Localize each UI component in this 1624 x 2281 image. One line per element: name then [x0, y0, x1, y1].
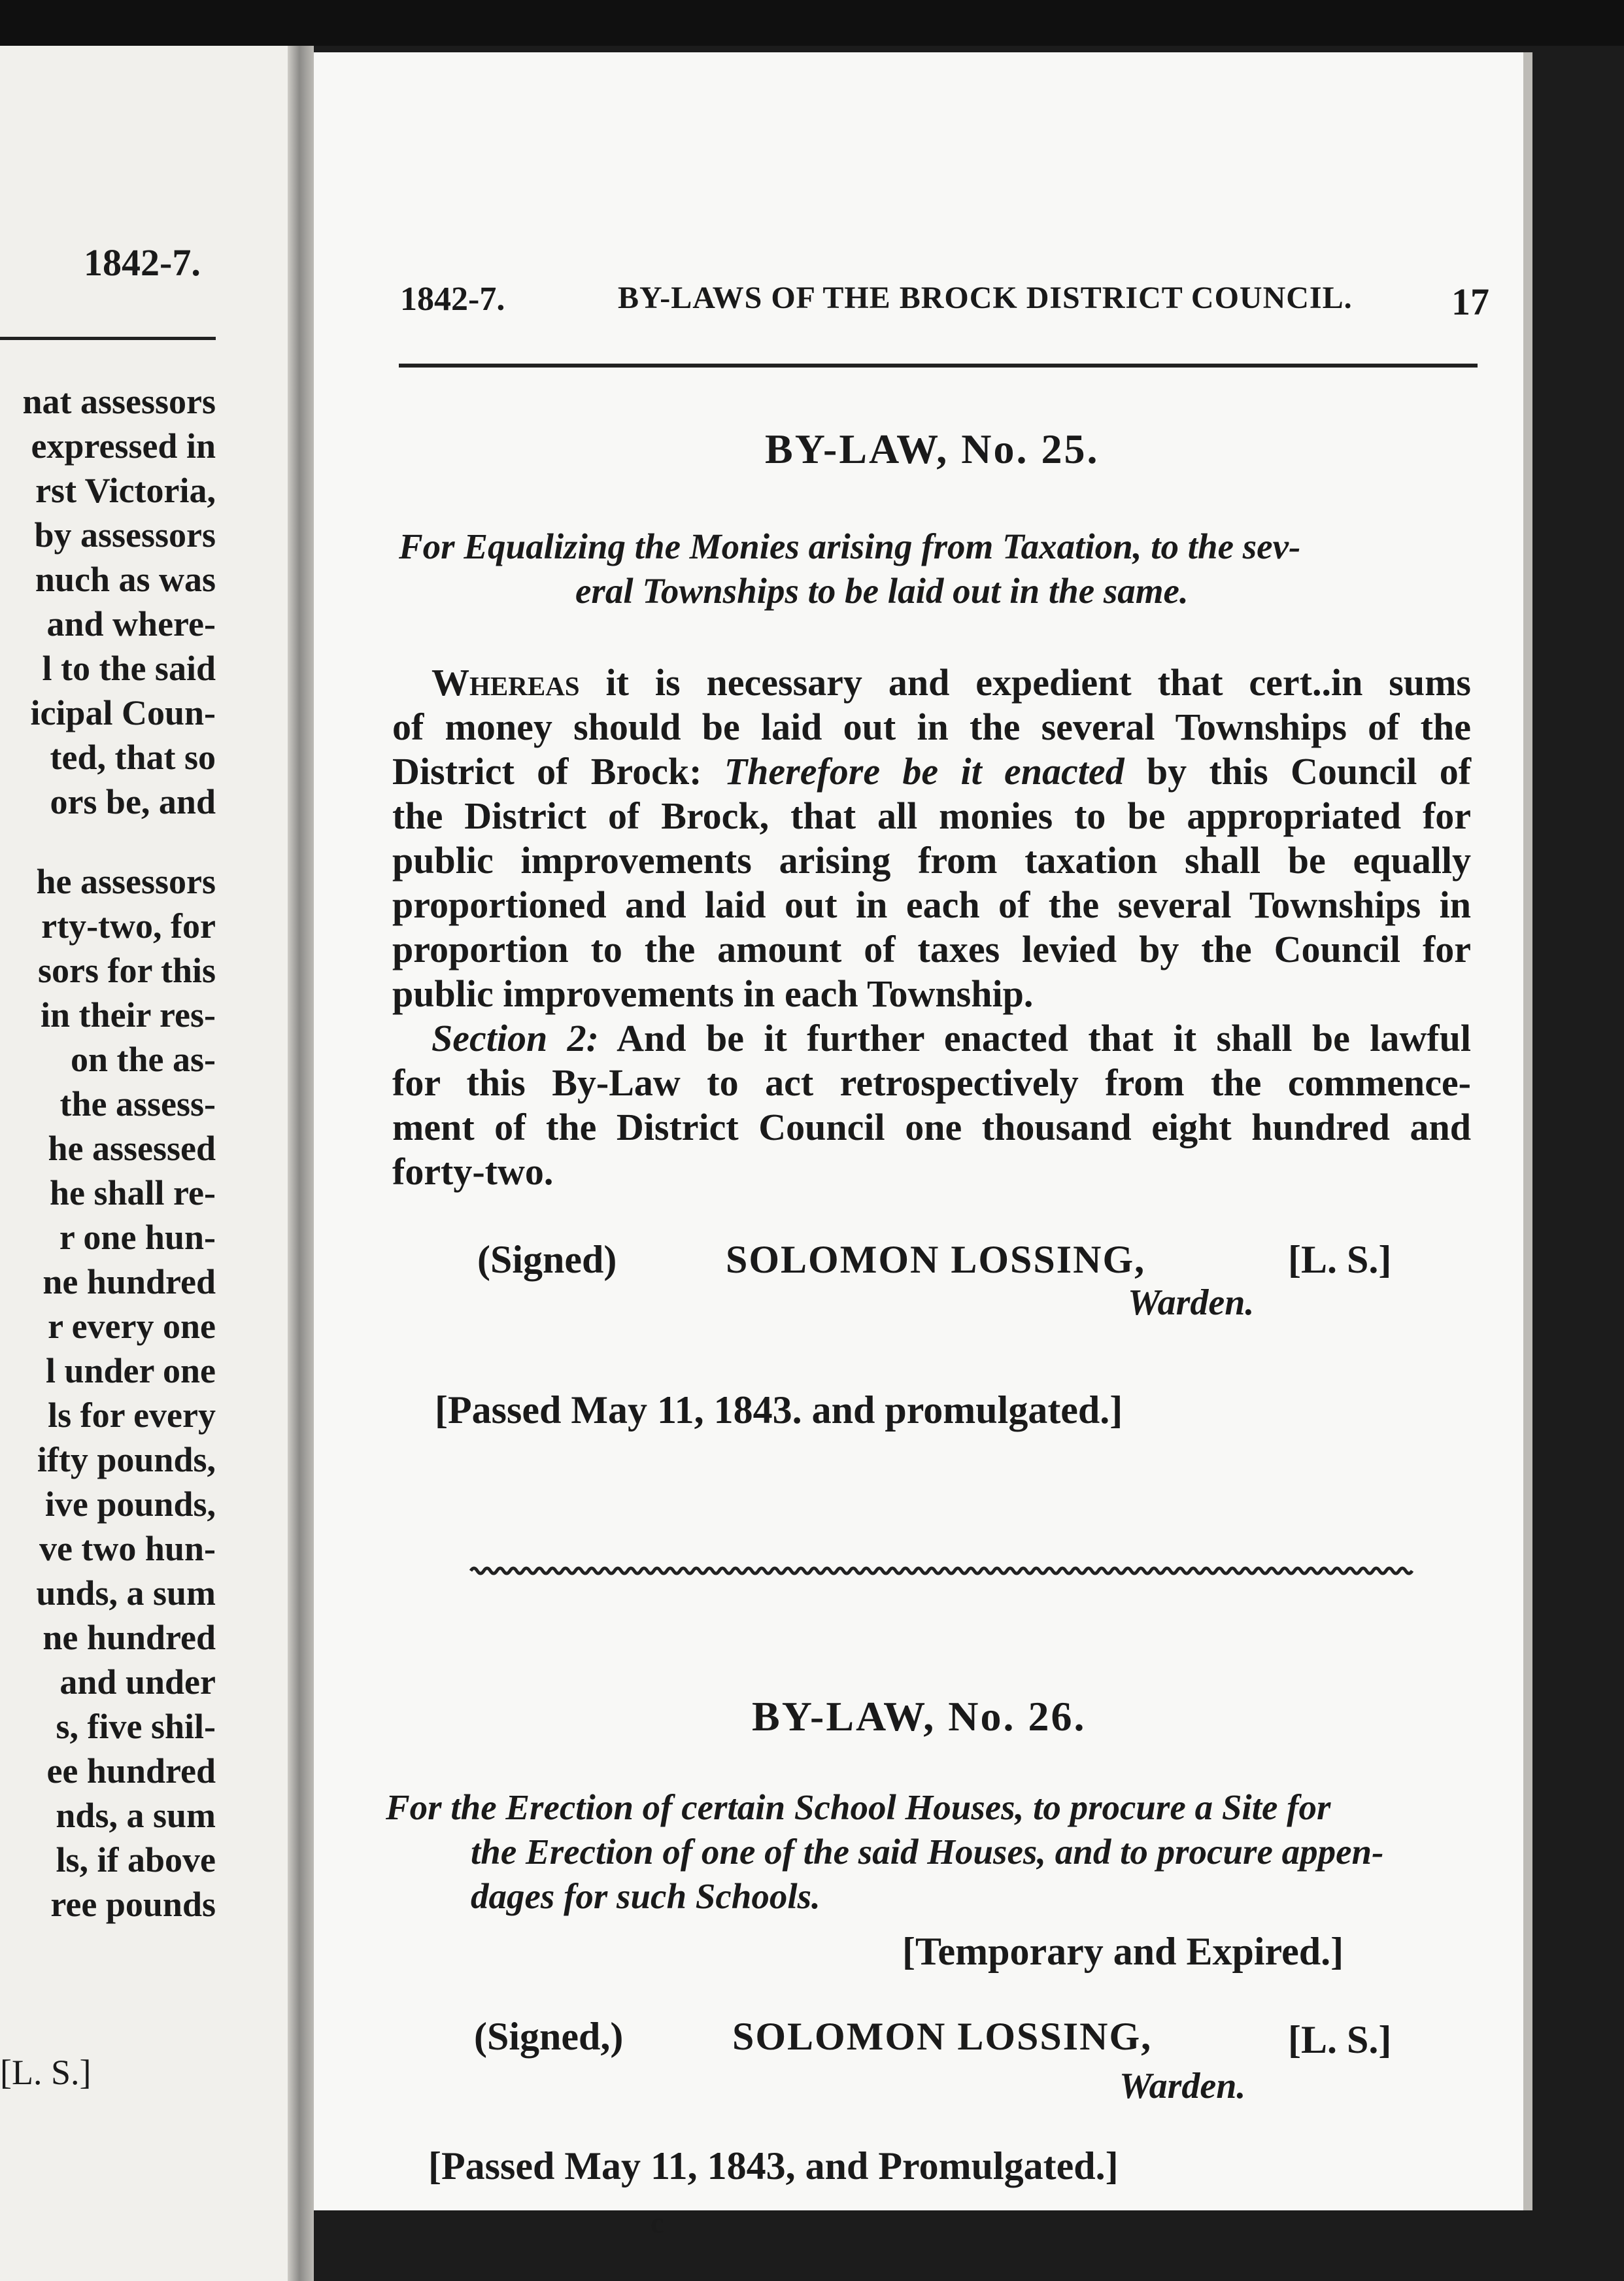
- body-line: ment of the District Council one thousand eight hundred and: [392, 1106, 1471, 1148]
- body-text: it is necessary and expedient that cert..in sums: [579, 661, 1471, 704]
- left-page-header: 1842-7.: [84, 241, 201, 284]
- bylaw-26-signatory: SOLOMON LOSSING,: [732, 2015, 1153, 2058]
- body-line: proportion to the amount of taxes levied by the Council for: [392, 928, 1471, 970]
- bylaw-25-signatory: SOLOMON LOSSING,: [726, 1238, 1146, 1281]
- wavy-section-divider: [471, 1563, 1406, 1579]
- left-page-line: r one hun-: [59, 1218, 216, 1257]
- body-line: [392, 660, 1471, 705]
- body-line: forty-two.: [392, 1150, 554, 1193]
- body-line: of money should be laid out in the several Townships of the: [392, 706, 1471, 748]
- whereas-word: Whereas: [431, 661, 580, 704]
- enacting-clause: Therefore be it enacted: [724, 750, 1125, 793]
- left-page-line: l to the said: [42, 649, 216, 688]
- bylaw-25-seal: [L. S.]: [1288, 1238, 1392, 1281]
- right-page: [314, 52, 1523, 2239]
- left-page-line: and under: [59, 1662, 216, 1702]
- left-header-rule: [0, 337, 216, 340]
- bylaw-26-title: BY-LAW, No. 26.: [752, 1693, 1087, 1740]
- left-page-line: ls, if above: [56, 1840, 216, 1879]
- left-page-line: rty-two, for: [41, 906, 216, 946]
- body-line: [392, 749, 1471, 794]
- header-rule: [399, 364, 1478, 368]
- left-page-seal: [L. S.]: [0, 2053, 92, 2092]
- body-text: And be it further enacted that it shall be lawful: [598, 1017, 1471, 1059]
- bylaw-25-body: [392, 660, 1471, 1194]
- left-page-line: ee hundred: [46, 1751, 216, 1791]
- body-line: for this By-Law to act retrospectively from the commence-: [392, 1061, 1471, 1104]
- film-top-edge: [0, 0, 1624, 46]
- page-edge-shadow: [1523, 52, 1532, 2210]
- left-page-line: ne hundred: [42, 1262, 216, 1301]
- bylaw-26-subtitle-line: For the Erection of certain School Houses, to procure a Site for: [386, 1787, 1331, 1827]
- left-page-line: s, five shil-: [56, 1707, 216, 1746]
- left-page-line: l under one: [45, 1351, 216, 1390]
- bylaw-25-subtitle-line: eral Townships to be laid out in the same.: [575, 571, 1189, 611]
- bylaw-26-subtitle-line: the Erection of one of the said Houses, and to procure appen-: [471, 1832, 1384, 1872]
- paragraph-gap: [0, 824, 216, 859]
- bylaw-25-subtitle-line: For Equalizing the Monies arising from Taxation, to the sev-: [399, 526, 1301, 566]
- body-text: by this Council of: [1124, 750, 1472, 793]
- bylaw-25-title: BY-LAW, No. 25.: [765, 426, 1100, 472]
- running-header-year: 1842-7.: [400, 281, 505, 318]
- bylaw-26-passed-note: [Passed May 11, 1843, and Promulgated.]: [428, 2144, 1119, 2187]
- left-page-line: ive pounds,: [44, 1484, 216, 1524]
- left-page: [0, 46, 288, 2281]
- bylaw-26-signed-label: (Signed,): [474, 2015, 624, 2058]
- page-number: 17: [1451, 281, 1489, 323]
- body-line: public improvements in each Township.: [392, 972, 1034, 1015]
- bylaw-25-role: Warden.: [1128, 1282, 1255, 1323]
- left-page-line: on the as-: [70, 1040, 216, 1079]
- printer-signature-mark: c: [651, 2206, 664, 2239]
- body-line: proportioned and laid out in each of the several Townships in: [392, 883, 1471, 926]
- left-page-line: sors for this: [37, 951, 216, 990]
- bylaw-25-passed-note: [Passed May 11, 1843. and promulgated.]: [435, 1388, 1123, 1432]
- left-page-line: he assessors: [36, 862, 216, 901]
- left-page-line: nuch as was: [35, 560, 216, 599]
- left-page-line: he shall re-: [50, 1173, 216, 1212]
- left-page-line: ve two hun-: [39, 1529, 216, 1568]
- left-page-line: ors be, and: [50, 782, 216, 821]
- body-line: public improvements arising from taxation shall be equally: [392, 839, 1471, 882]
- body-text: District of Brock:: [392, 750, 724, 793]
- left-page-line: ls for every: [48, 1396, 216, 1435]
- left-page-line: unds, a sum: [36, 1573, 216, 1613]
- left-page-line: ree pounds: [50, 1885, 216, 1924]
- book-gutter: [288, 46, 314, 2281]
- left-page-line: by assessors: [34, 515, 216, 555]
- running-header-title: BY-LAWS OF THE BROCK DISTRICT COUNCIL.: [618, 281, 1353, 315]
- body-line: the District of Brock, that all monies to be appropriated for: [392, 795, 1471, 837]
- left-page-line: r every one: [48, 1307, 216, 1346]
- bylaw-26-seal: [L. S.]: [1288, 2018, 1392, 2061]
- left-page-line: the assess-: [59, 1084, 216, 1123]
- left-page-line: in their res-: [41, 995, 216, 1035]
- left-page-line: ted, that so: [50, 738, 216, 777]
- left-page-line: rst Victoria,: [35, 471, 216, 510]
- bylaw-26-role: Warden.: [1119, 2066, 1246, 2106]
- left-page-line: nat assessors: [22, 382, 216, 421]
- left-page-line: expressed in: [31, 426, 216, 466]
- section-label: Section 2:: [431, 1017, 599, 1059]
- left-page-line: and where-: [46, 604, 216, 643]
- left-page-line: ne hundred: [42, 1618, 216, 1657]
- left-page-line: nds, a sum: [56, 1796, 216, 1835]
- bylaw-26-subtitle-line: dages for such Schools.: [471, 1876, 820, 1916]
- left-page-text: [0, 379, 216, 1927]
- left-page-line: icipal Coun-: [30, 693, 216, 732]
- bylaw-25-signed-label: (Signed): [477, 1238, 617, 1281]
- bylaw-26-status: [Temporary and Expired.]: [902, 1930, 1344, 1973]
- left-page-line: ifty pounds,: [37, 1440, 216, 1479]
- left-page-line: he assessed: [48, 1129, 216, 1168]
- body-line: [392, 1016, 1471, 1061]
